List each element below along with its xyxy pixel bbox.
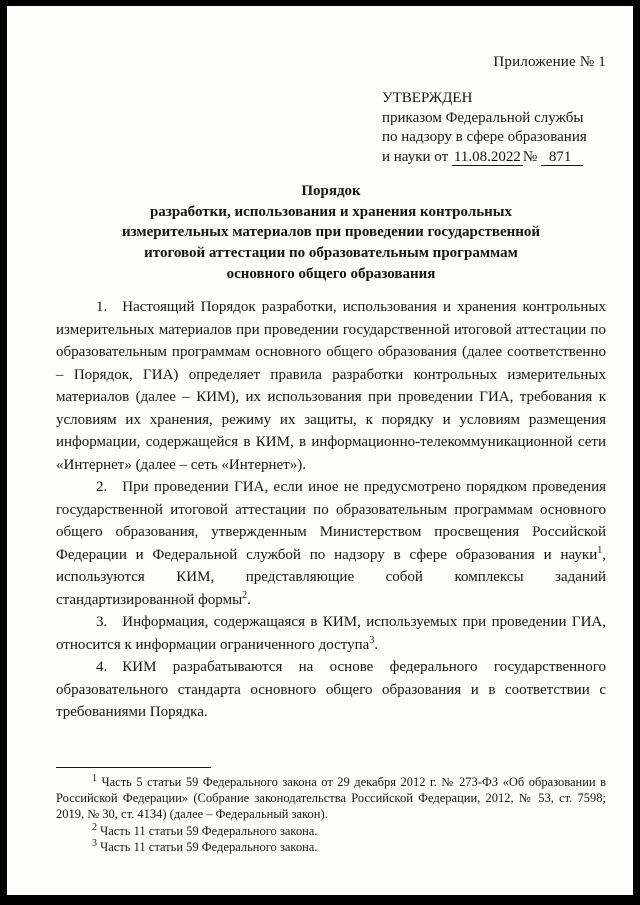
footnotes-section xyxy=(56,767,606,855)
footnote-marker: 3 xyxy=(92,837,97,849)
title-line: основного общего образования xyxy=(226,265,436,282)
approval-line-2: приказом Федеральной службы xyxy=(382,109,584,126)
approval-block xyxy=(382,89,606,167)
document-page xyxy=(7,6,633,895)
approval-prefix: и науки от xyxy=(382,148,449,165)
approval-line-1: УТВЕРЖДЕН xyxy=(382,90,473,106)
footnotes-list xyxy=(56,774,606,855)
approval-line-4 xyxy=(382,148,606,168)
title-line: разработки, использования и хранения контрольных xyxy=(149,203,513,220)
footnote-reference: 2 xyxy=(242,589,248,601)
paragraph: 1. Настоящий Порядок разработки, использования и хранения контрольных измерительных материалов при проведении государственной итоговой аттестации по образовательным программам основного общего образования (далее соответственно – Порядок, ГИА) определяет правила разработки контрольных измерительных материалов (далее – КИМ), их использования при проведении ГИА, требования к условиям их хранения, режиму их защиты, к порядку и условиям размещения информации, содержащейся в КИМ, в информационно-телекоммуникационной сети «Интернет» (далее – сеть «Интернет»). xyxy=(56,299,606,473)
title-line: итоговой аттестации по образовательным программам xyxy=(144,245,518,262)
footnote-reference: 3 xyxy=(369,634,375,646)
footnote: $^3$ Часть 11 статьи 59 Федерального закона. xyxy=(92,837,318,854)
paragraph: 3. Информация, содержащаяся в КИМ, используемых при проведении ГИА, относится к информации ограниченного доступа$^3$. xyxy=(56,614,606,653)
approval-date: 11.08.2022 xyxy=(453,148,521,165)
footnote-marker: 1 xyxy=(92,772,97,784)
approval-line-3: по надзору в сфере образования xyxy=(382,129,587,145)
document-title xyxy=(56,181,606,284)
paragraph: 4. КИМ разрабатываются на основе федерального государственного образовательного стандарта основного общего образования и в соответствии с требованиями Порядка. xyxy=(56,659,606,721)
footnote-separator xyxy=(56,767,211,768)
footnote: $^1$ Часть 5 статьи 59 Федерального закона от 29 декабря 2012 г. № 273-ФЗ «Об образовании в Российской Федерации» (Собрание законодательства Российской Федерации, 2012, № 53, ст. 7598; 2019, № 30, ст. 4134) (далее – Федеральный закон). xyxy=(56,772,606,822)
footnote-marker: 2 xyxy=(92,821,97,833)
document-body xyxy=(56,296,606,724)
title-line: измерительных материалов при проведении государственной xyxy=(121,224,541,241)
footnote: $^2$ Часть 11 статьи 59 Федерального закона. xyxy=(92,821,318,838)
approval-number: 871 xyxy=(541,149,584,166)
title-line: Порядок xyxy=(301,183,361,199)
paragraph: 2. При проведении ГИА, если иное не предусмотрено порядком проведения государственной итоговой аттестации по образовательным программам основного общего образования, утвержденным Министерством просвещения Российской Федерации и Федеральной службой по надзору в сфере образования и науки$^1$, используются КИМ, представляющие собой комплексы заданий стандартизированной формы$^2$. xyxy=(56,479,606,608)
approval-number-sign: № xyxy=(522,148,538,165)
appendix-label: Приложение № 1 xyxy=(493,54,606,70)
footnote-reference: 1 xyxy=(597,544,603,556)
